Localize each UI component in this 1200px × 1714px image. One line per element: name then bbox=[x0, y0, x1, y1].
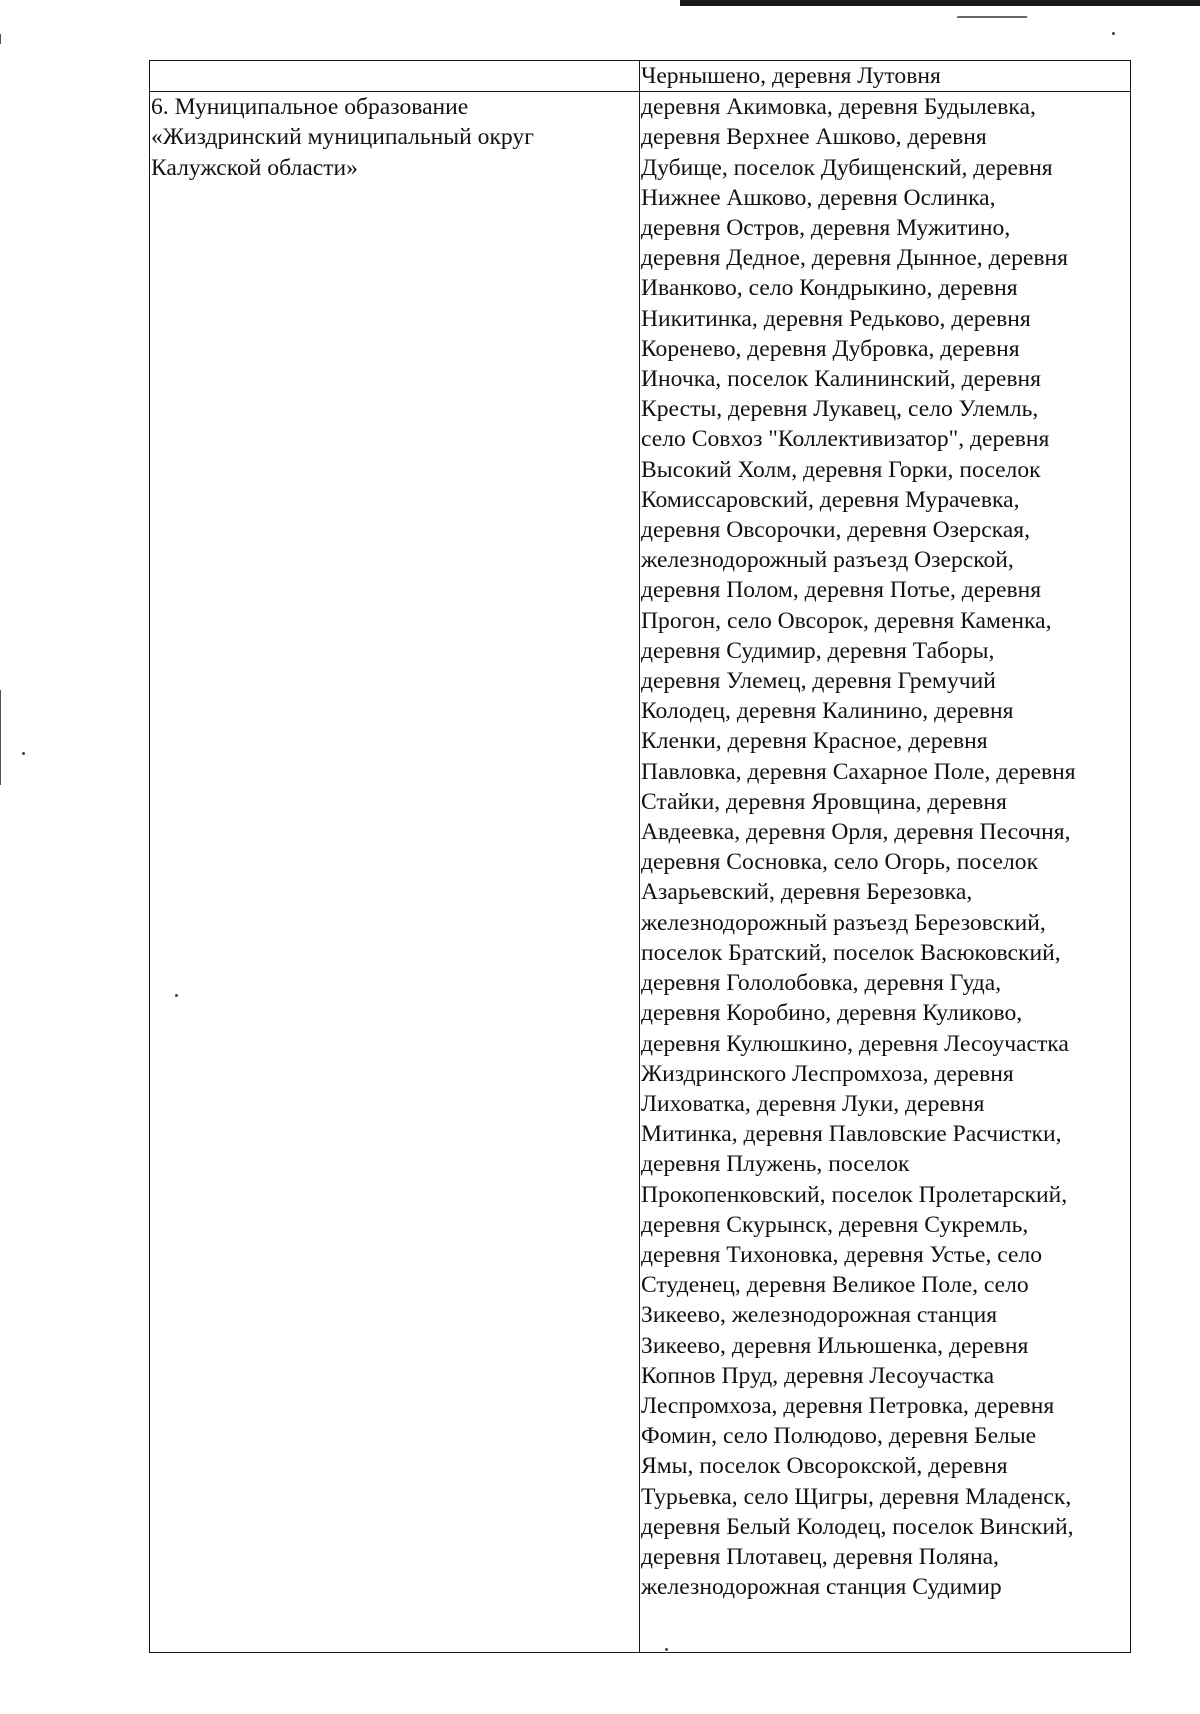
municipality-name: 6. Муниципальное образование «Жиздринский муниципальный округ Калужской области» bbox=[151, 94, 534, 181]
scan-artifact-edge-line bbox=[0, 690, 1, 785]
scan-artifact-dot bbox=[22, 752, 25, 755]
settlements-cell bbox=[640, 92, 1131, 1653]
settlements-list: Чернышено, деревня Лутовня bbox=[641, 63, 941, 89]
scan-artifact-top-bar bbox=[680, 0, 1200, 6]
municipality-cell bbox=[150, 92, 640, 1653]
municipality-cell bbox=[150, 61, 640, 92]
table-row bbox=[150, 92, 1131, 1653]
scan-artifact-dot bbox=[1112, 32, 1115, 35]
table-row bbox=[150, 61, 1131, 92]
scan-artifact-smudge bbox=[957, 6, 1034, 18]
scan-artifact-edge-line bbox=[0, 34, 1, 44]
settlements-table bbox=[149, 60, 1131, 1653]
settlements-list: деревня Акимовка, деревня Будылевка, деревня Верхнее Ашково, деревня Дубище, поселок Дубищенский, деревня Нижнее Ашково, деревня Ослинка, деревня Остров, деревня Мужитино, деревня Дедное, деревня Дынное, деревня Иванково, село Кондрыкино, деревня Никитинка, деревня Редьково, деревня Коренево, деревня Дубровка, деревня Иночка, поселок Калининский, деревня Кресты, деревня Лукавец, село Улемль, село Совхоз "Коллективизатор", деревня Высокий Холм, деревня Горки, поселок Комиссаровский, деревня Мурачевка, деревня Овсорочки, деревня Озерская, железнодорожный разъезд Озерской, деревня Полом, деревня Потье, деревня Прогон, село Овсорок, деревня Каменка, деревня Судимир, деревня Таборы, деревня Улемец, деревня Гремучий Колодец, деревня Калинино, деревня Кленки, деревня Красное, деревня Павловка, деревня Сахарное Поле, деревня Стайки, деревня Яровщина, деревня Авдеевка, деревня Орля, деревня Песочня, деревня Сосновка, село Огорь, поселок Азарьевский, деревня Березовка, железнодорожный разъезд Березовский, поселок Братский, поселок Васюковский, деревня Гололобовка, деревня Гуда, деревня Коробино, деревня Куликово, деревня Кулюшкино, деревня Лесоучастка Жиздринского Леспромхоза, деревня Лиховатка, деревня Луки, деревня Митинка, деревня Павловские Расчистки, деревня Плужень, поселок Прокопенковский, поселок Пролетарский, деревня Скурынск, деревня Сукремль, деревня Тихоновка, деревня Устье, село Студенец, деревня Великое Поле, село Зикеево, железнодорожная станция Зикеево, деревня Ильюшенка, деревня Копнов Пруд, деревня Лесоучастка Леспромхоза, деревня Петровка, деревня Фомин, село Полюдово, деревня Белые Ямы, поселок Овсорокской, деревня Турьевка, село Щигры, деревня Младенск, деревня Белый Колодец, поселок Винский, деревня Плотавец, деревня Поляна, железнодорожная станция Судимир bbox=[641, 94, 1076, 1601]
settlements-cell bbox=[640, 61, 1131, 92]
